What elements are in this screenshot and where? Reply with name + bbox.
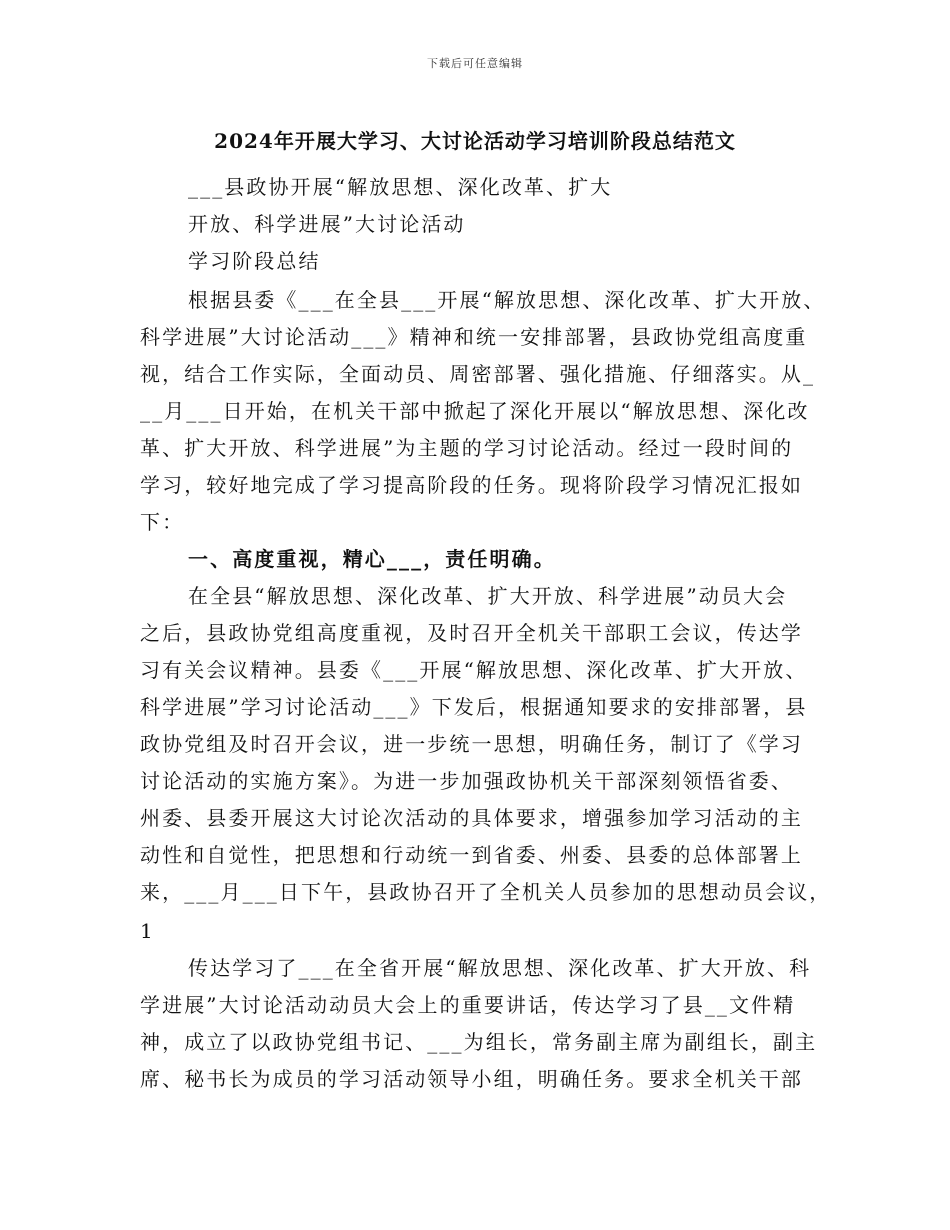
paragraph-line: 下： bbox=[140, 510, 185, 534]
paragraph-line: 在全县“解放思想、深化改革、扩大开放、科学进展”动员大会 bbox=[188, 584, 788, 608]
paragraph-line: 科学进展”大讨论活动___》精神和统一安排部署，县政协党组高度重 bbox=[140, 325, 808, 349]
paragraph-line: 根据县委《___在全县___开展“解放思想、深化改革、扩大开放、 bbox=[188, 288, 826, 312]
paragraph-line: 习有关会议精神。县委《___开展“解放思想、深化改革、扩大开放、 bbox=[140, 658, 808, 682]
document-title: 2024年开展大学习、大讨论活动学习培训阶段总结范文 bbox=[214, 129, 736, 153]
subtitle-line: 开放、科学进展”大讨论活动 bbox=[188, 212, 466, 236]
paragraph-line: 州委、县委开展这大讨论次活动的具体要求，增强参加学习活动的主 bbox=[140, 806, 803, 830]
paragraph-line: 政协党组及时召开会议，进一步统一思想，明确任务，制订了《学习 bbox=[140, 732, 803, 756]
paragraph-line: 革、扩大开放、科学进展”为主题的学习讨论活动。经过一段时间的 bbox=[140, 436, 794, 460]
paragraph-line: __月___日开始，在机关干部中掀起了深化开展以“解放思想、深化改 bbox=[140, 399, 810, 423]
paragraph-line: 神，成立了以政协党组书记、___为组长，常务副主席为副组长，副主 bbox=[140, 1030, 818, 1054]
header-note: 下载后可任意编辑 bbox=[427, 57, 523, 70]
paragraph-line: 传达学习了___在全省开展“解放思想、深化改革、扩大开放、科 bbox=[188, 956, 812, 980]
paragraph-line: 视，结合工作实际，全面动员、周密部署、强化措施、仔细落实。从_ bbox=[140, 362, 816, 386]
page-number: 1 bbox=[140, 919, 153, 943]
paragraph-line: 科学进展”学习讨论活动___》下发后，根据通知要求的安排部署，县 bbox=[140, 695, 808, 719]
paragraph-line: 席、秘书长为成员的学习活动领导小组，明确任务。要求全机关干部 bbox=[140, 1067, 803, 1091]
section-heading: 一、高度重视，精心___，责任明确。 bbox=[188, 547, 556, 571]
paragraph-line: 讨论活动的实施方案》。为进一步加强政协机关干部深刻领悟省委、 bbox=[140, 769, 793, 793]
subtitle-line: 学习阶段总结 bbox=[188, 249, 321, 273]
subtitle-line: ___县政协开展“解放思想、深化改革、扩大 bbox=[188, 175, 613, 199]
paragraph-line: 动性和自觉性，把思想和行动统一到省委、州委、县委的总体部署上 bbox=[140, 843, 803, 867]
paragraph-line: 学进展”大讨论活动动员大会上的重要讲话，传达学习了县__文件精 bbox=[140, 993, 796, 1017]
paragraph-line: 来，___月___日下午，县政协召开了全机关人员参加的思想动员会议， bbox=[140, 880, 832, 904]
paragraph-line: 之后，县政协党组高度重视，及时召开全机关干部职工会议，传达学 bbox=[140, 621, 803, 645]
paragraph-line: 学习，较好地完成了学习提高阶段的任务。现将阶段学习情况汇报如 bbox=[140, 473, 803, 497]
